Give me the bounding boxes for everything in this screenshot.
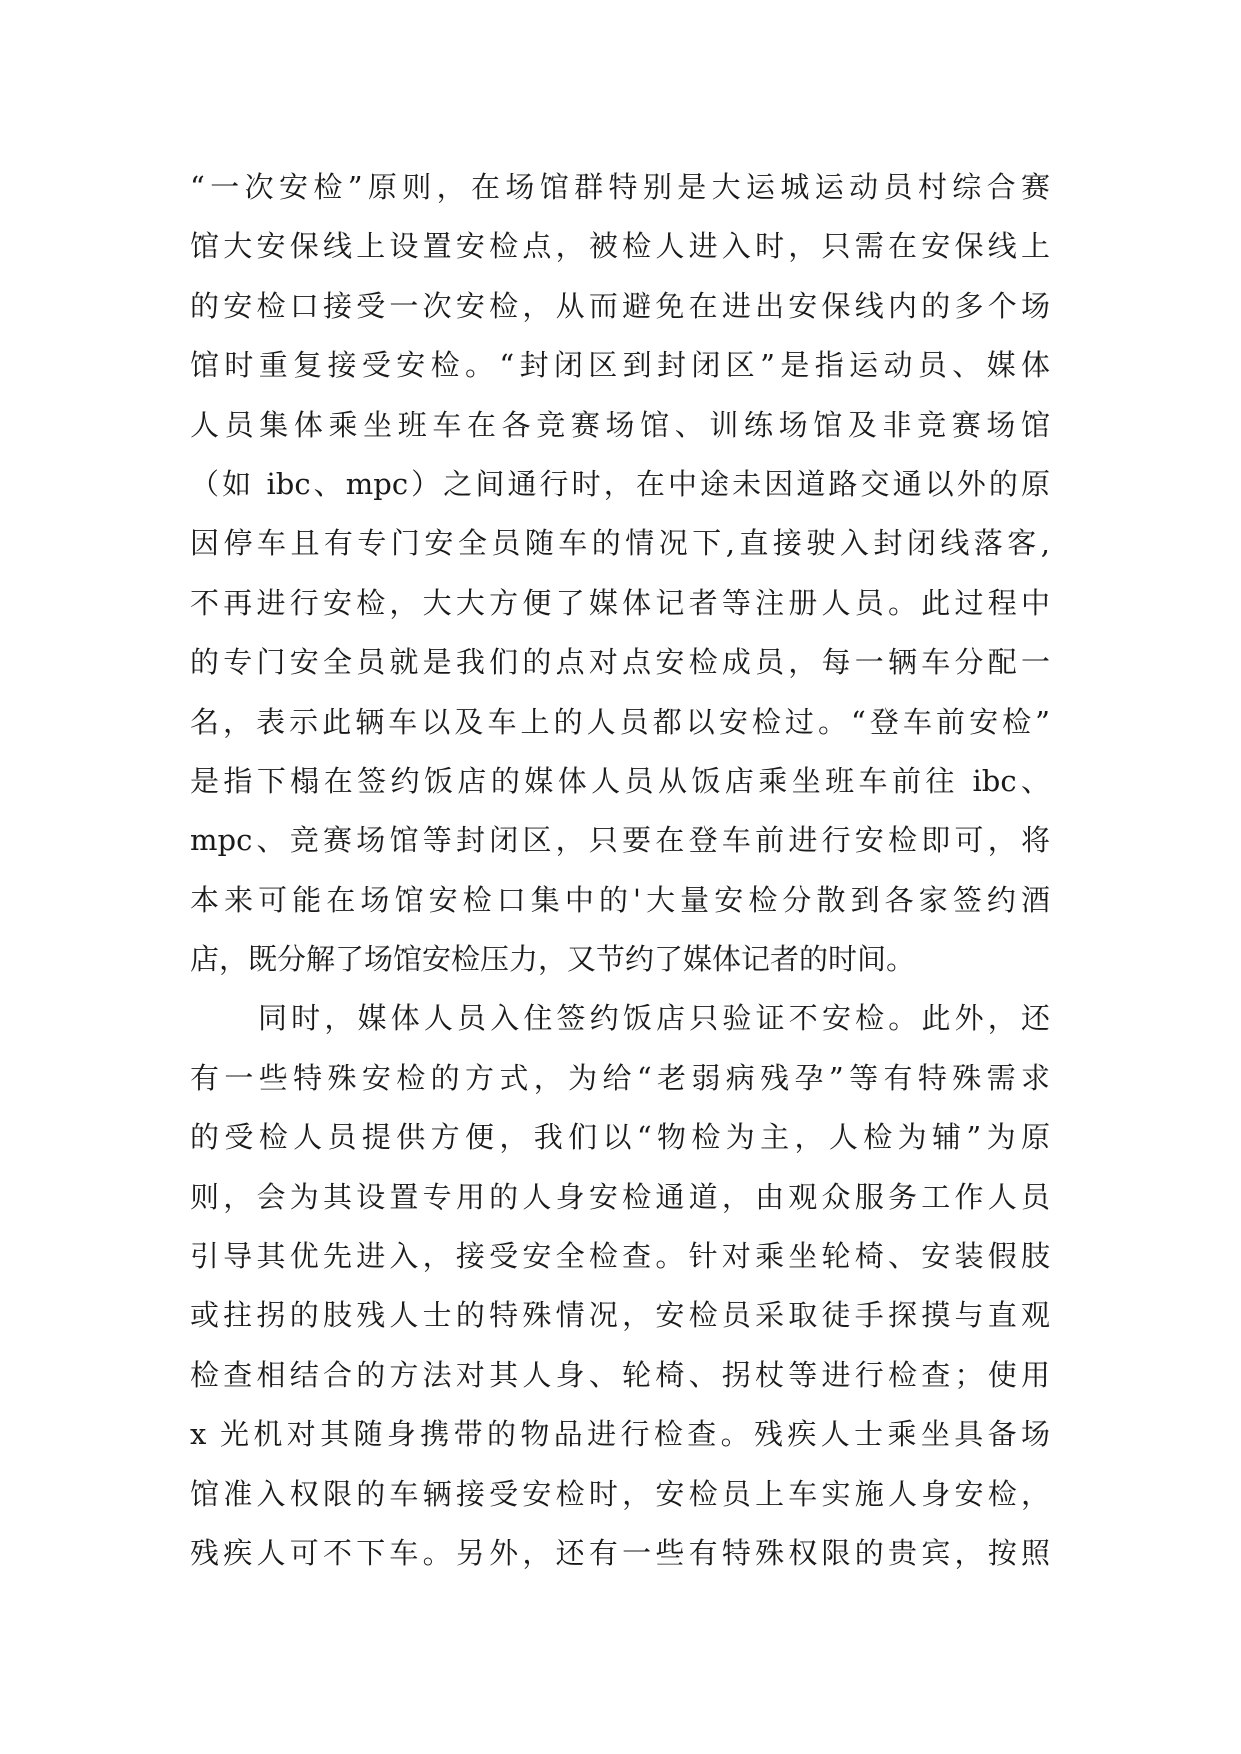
text-line: 或拄拐的肢残人士的特殊情况，安检员采取徒手探摸与直观 (190, 1298, 1050, 1333)
text-line: （如 ibc、mpc）之间通行时，在中途未因道路交通以外的原 (190, 466, 1050, 501)
text-line: 检查相结合的方法对其人身、轮椅、拐杖等进行检查；使用 (190, 1357, 1050, 1392)
text-line: 名，表示此辆车以及车上的人员都以安检过。“登车前安检” (190, 704, 1050, 739)
paragraph-start-line: 同时，媒体人员入住签约饭店只验证不安检。此外，还 (258, 1001, 1050, 1036)
text-line: 的专门安全员就是我们的点对点安检成员，每一辆车分配一 (190, 645, 1050, 680)
text-line: mpc、竞赛场馆等封闭区，只要在登车前进行安检即可，将 (190, 823, 1050, 858)
text-line: 馆时重复接受安检。“封闭区到封闭区”是指运动员、媒体 (190, 348, 1050, 383)
text-line: 不再进行安检，大大方便了媒体记者等注册人员。此过程中 (190, 585, 1050, 620)
paragraph-end-line: 店，既分解了场馆安检压力，又节约了媒体记者的时间。 (190, 942, 916, 977)
text-line: 馆大安保线上设置安检点，被检人进入时，只需在安保线上 (190, 229, 1050, 264)
document-body (190, 158, 1050, 1583)
text-line: 则，会为其设置专用的人身安检通道，由观众服务工作人员 (190, 1179, 1050, 1214)
text-line: 馆准入权限的车辆接受安检时，安检员上车实施人身安检， (190, 1476, 1050, 1511)
text-line: 因停车且有专门安全员随车的情况下,直接驶入封闭线落客, (190, 526, 1050, 561)
text-line: 人员集体乘坐班车在各竞赛场馆、训练场馆及非竞赛场馆 (190, 407, 1050, 442)
text-line: 是指下榻在签约饭店的媒体人员从饭店乘坐班车前往 ibc、 (190, 763, 1050, 798)
text-line: x 光机对其随身携带的物品进行检查。残疾人士乘坐具备场 (190, 1417, 1050, 1452)
text-line: 有一些特殊安检的方式，为给“老弱病残孕”等有特殊需求 (190, 1060, 1050, 1095)
text-line: “一次安检”原则，在场馆群特别是大运城运动员村综合赛 (190, 170, 1050, 204)
text-line: 引导其优先进入，接受安全检查。针对乘坐轮椅、安装假肢 (190, 1239, 1050, 1274)
text-line: 的安检口接受一次安检，从而避免在进出安保线内的多个场 (190, 288, 1050, 323)
text-line: 残疾人可不下车。另外，还有一些有特殊权限的贵宾，按照 (190, 1535, 1050, 1570)
text-line: 的受检人员提供方便，我们以“物检为主，人检为辅”为原 (190, 1120, 1050, 1155)
text-line: 本来可能在场馆安检口集中的'大量安检分散到各家签约酒 (190, 882, 1050, 917)
